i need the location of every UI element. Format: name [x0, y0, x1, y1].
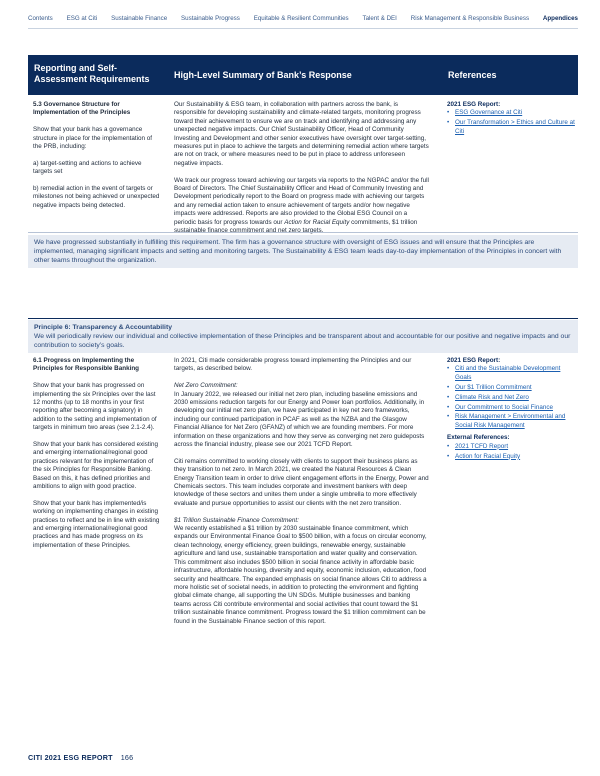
divider: [28, 232, 578, 233]
page-number: 166: [120, 753, 134, 762]
ref-risk-management-link[interactable]: • Risk Management > Environmental and Social Risk Management: [447, 413, 577, 430]
nav-item-risk-management[interactable]: Risk Management & Responsible Business: [410, 15, 530, 22]
row61-references: [447, 357, 577, 462]
ref-ethics-culture-link[interactable]: • Our Transformation > Ethics and Culture at Citi: [447, 119, 577, 136]
nav-item-esg-at-citi[interactable]: ESG at Citi: [66, 15, 98, 22]
ref-social-finance-link[interactable]: • Our Commitment to Social Finance: [447, 404, 577, 412]
row53-resp1: Our Sustainability & ESG team, in collaboration with partners across the bank, is responsible for developing sustainability and climate-related targets, monitoring progress toward their achievement to ensure we are on track and identifying and addressing any unexpected negative impacts. Our Chief Sustainability Officer, Head of Community Investing and Development and other senior executives have oversight over target-setting, measures put in place to achieve the targets and determining remedial action where targets are not on track, or where measures need to be put in place to address unforeseen negative impacts.: [174, 101, 429, 167]
row61-ref-heading: 2021 ESG Report:: [447, 357, 501, 364]
section-divider: [28, 318, 578, 319]
ref-trillion-link[interactable]: • Our $1 Trillion Commitment: [447, 384, 577, 392]
ref-esg-governance-link[interactable]: • ESG Governance at Citi: [447, 109, 577, 117]
row53-resp2: We track our progress toward achieving our targets via reports to the NGPAC and/or the full Board of Directors. The Chief Sustainability Officer and Head of Community Investing and Development periodically report to the Board on progress made with achieving our targets and any remedial action taken to ensure achievement of targets and/or how negative impacts were addressed. Reports are also provided to the Global ESG Council on a periodic basis for progress towards our Action for Racial Equity commitments, $1 trillion sustainable finance commitment and net zero targets.: [174, 176, 429, 235]
row53-req1: Show that your bank has a governance structure in place for the implementation of the PRB, including:: [33, 126, 153, 151]
header-references: References: [448, 70, 497, 80]
summary-progress: We have progressed substantially in fulfilling this requirement. The firm has a governance structure with oversight of ESG issues and will ensure that the Principles are implemented, managing significant impacts and setting and monitoring targets. The Sustainability & ESG team leads day-to-day implementation of the Principles in concert with other teams throughout the organization.: [28, 235, 578, 268]
row53-title: 5.3 Governance Structure for Implementation of the Principles: [33, 101, 131, 117]
row53-req3: b) remedial action in the event of targets or milestones not being achieved or unexpected negative impacts being detected.: [33, 185, 160, 209]
nav-divider: [28, 28, 578, 29]
nav-item-talent-dei[interactable]: Talent & DEI: [362, 15, 397, 22]
row61-sf-text: We recently established a $1 trillion by 2030 sustainable finance commitment, which expands our Environmental Finance Goal to $500 billion, with a focus on circular economy, clean technology, energy efficiency, green buildings, renewable energy, sustainable agriculture and land use, sustainable transportation and water quality and conservation. This commitment also includes $500 billion in social finance activity in affordable basic infrastructure, affordable housing, diversity and equity, economic inclusion, education, food security and healthcare. The expanded emphasis on social finance allows Citi to address a more holistic set of societal needs, in addition to protecting the environment and fighting global climate change, all supporting the UN SDGs. Multiple businesses and banking teams across Citi contribute environmental and social activities that count toward the $1 trillion sustainable finance commitment. Progress toward the $1 trillion commitment can be found in the Sustainable Finance section of this report.: [174, 525, 427, 625]
row61-requirements: [33, 357, 161, 550]
row61-req1: Show that your bank has progressed on implementing the six Principles over the last 12 months (up to 18 months in your first reporting after becoming a signatory) in addition to the setting and implementation of targets in minimum two areas (see 2.1-2.4).: [33, 382, 157, 432]
row53-requirements: [33, 101, 161, 210]
nav-item-communities[interactable]: Equitable & Resilient Communities: [253, 15, 349, 22]
row61-intro: In 2021, Citi made considerable progress toward implementing the Principles and our targets, as described below.: [174, 357, 412, 373]
row53-req2: a) target-setting and actions to achieve targets set: [33, 159, 142, 176]
nav-item-sustainable-progress[interactable]: Sustainable Progress: [181, 15, 240, 22]
ref-climate-risk-link[interactable]: • Climate Risk and Net Zero: [447, 394, 577, 402]
header-summary: High-Level Summary of Bank’s Response: [174, 70, 352, 80]
nav-item-contents[interactable]: Contents: [28, 15, 53, 22]
top-navigation: [28, 15, 578, 22]
footer-label: CITI 2021 ESG REPORT: [28, 753, 113, 762]
principle6-text: We will periodically review our individual and collective implementation of these Principles and be transparent about and accountable for our positive and negative impacts and our contribution to society’s goals.: [34, 333, 571, 349]
header-requirements: Reporting and Self-Assessment Requirements: [34, 63, 150, 84]
nav-item-sustainable-finance[interactable]: Sustainable Finance: [111, 15, 168, 22]
page-footer: [28, 753, 133, 762]
row53-response: [174, 101, 429, 235]
nav-item-appendices[interactable]: Appendices: [542, 15, 578, 22]
row53-ref-heading: 2021 ESG Report:: [447, 101, 501, 108]
row61-req2: Show that your bank has considered existing and emerging international/regional good practices relevant for the implementation of the six Principles for Responsible Banking. Based on this, it has defined priorities and ambitions to align with good practice.: [33, 441, 158, 491]
row61-response: [174, 357, 429, 626]
row61-clients-text: Citi remains committed to working closely with clients to support their business plans as they transition to net zero. In March 2021, we created the Natural Resources & Clean Energy Transition team in order to drive client engagement efforts in the Energy, Power and Chemicals sectors. This team includes corporate and investment bankers with deep knowledge of these sectors and unites them under a single umbrella to more effectively evaluate and pursue opportunities to assist our clients with the net zero transition.: [174, 457, 429, 507]
row61-netzero-text: In January 2022, we released our initial net zero plan, including baseline emissions and 2030 emissions reduction targets for our Energy and Power loan portfolios. Additionally, in developing our initial net zero plan, we have participated in key net zero frameworks, including our continued participation in PCAF as well as the NZBA and the Glasgow Financial Alliance for Net Zero (GFANZ) of which we are founding members. For more information on these organizations and how they serve as converging net zero guideposts across the financial industry, please see our 2021 TCFD Report.: [174, 390, 425, 449]
row53-references: [447, 101, 577, 138]
row61-sf-heading: $1 Trillion Sustainable Finance Commitment:: [174, 516, 299, 524]
row61-req3: Show that your bank has implemented/is working on implementing changes in existing practices to reflect and be in line with existing and emerging international/regional good practices and has made progress on its implementation of these Principles.: [33, 499, 160, 549]
ref-sdg-link[interactable]: • Citi and the Sustainable Development Goals: [447, 365, 577, 382]
ref-racial-equity-link[interactable]: • Action for Racial Equity: [447, 453, 577, 461]
principle6-box: [28, 320, 578, 353]
principle6-title: Principle 6: Transparency & Accountability: [34, 324, 172, 331]
row61-title: 6.1 Progress on Implementing the Principles for Responsible Banking: [33, 357, 140, 373]
row61-ext-heading: External References:: [447, 434, 510, 442]
table-header: [28, 55, 578, 95]
ref-tcfd-link[interactable]: • 2021 TCFD Report: [447, 443, 577, 451]
row61-netzero-heading: Net Zero Commitment:: [174, 382, 238, 390]
